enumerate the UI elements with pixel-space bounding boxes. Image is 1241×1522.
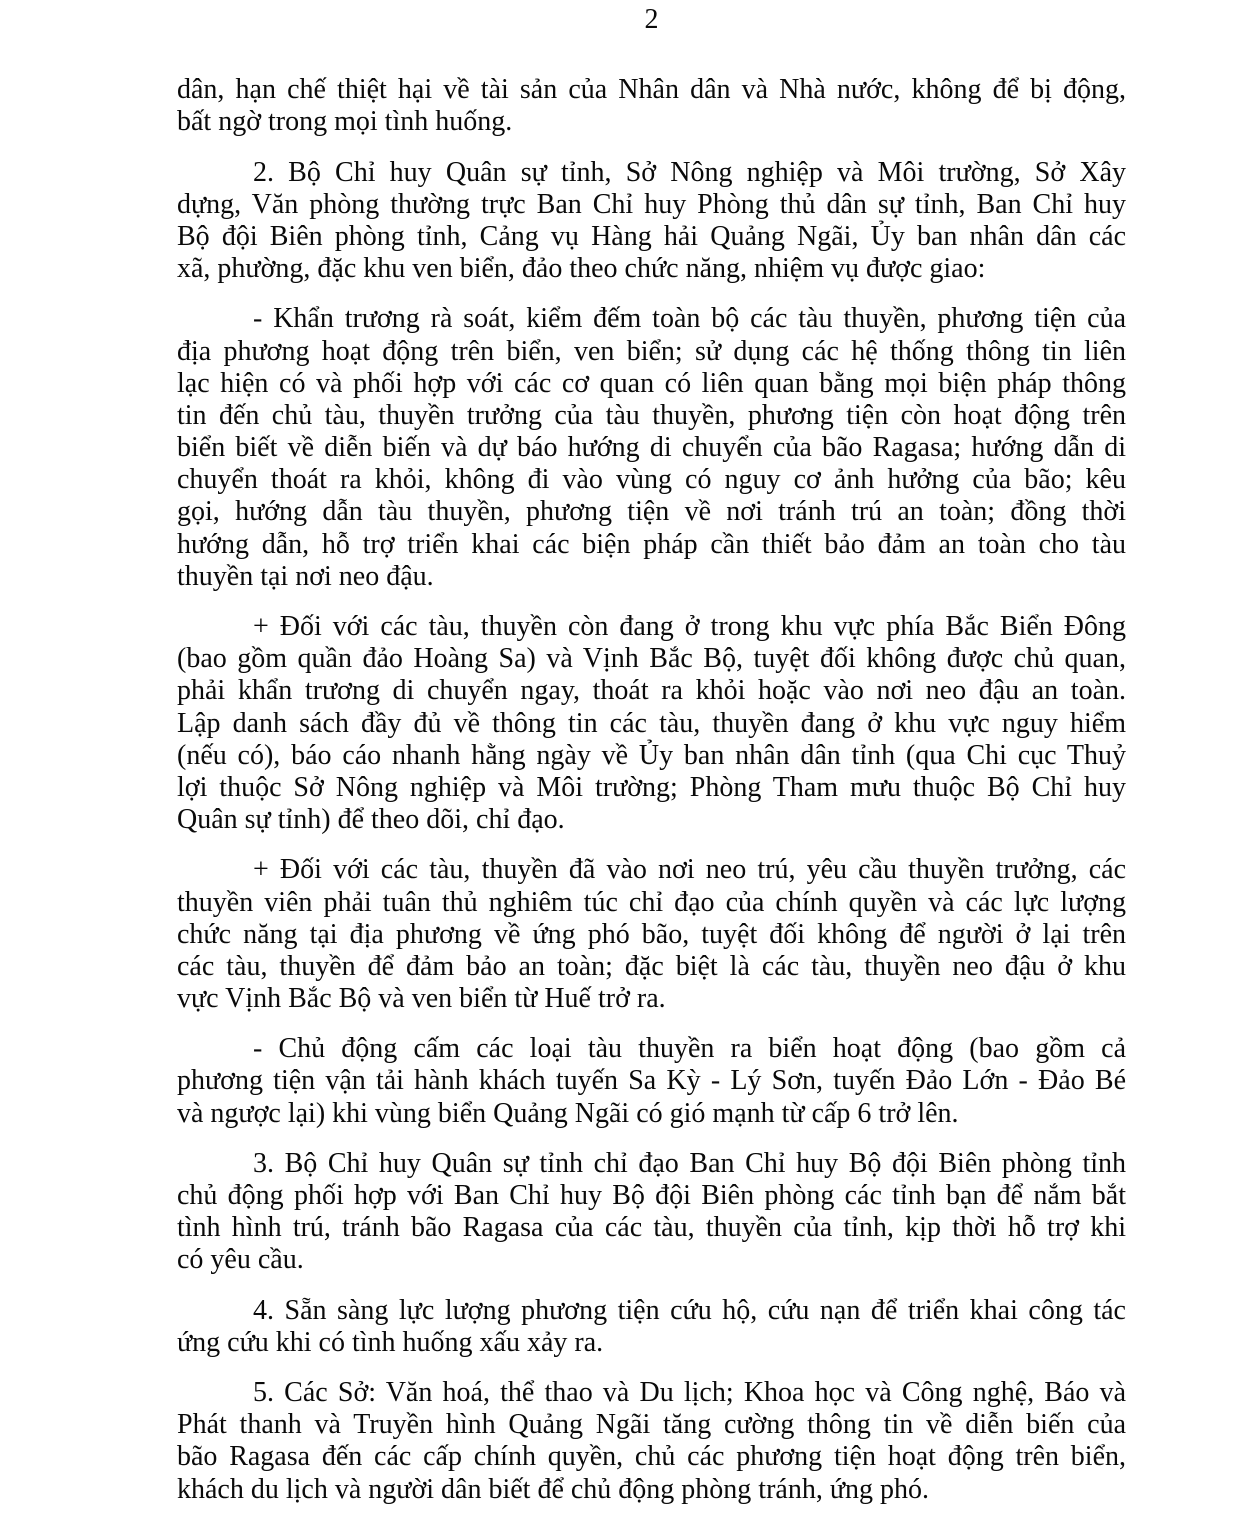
text-line: các tàu, thuyền để đảm bảo an toàn; đặc biệt là các tàu, thuyền neo đậu ở khu: [177, 950, 1126, 982]
text-line: - Chủ động cấm các loại tàu thuyền ra biển hoạt động (bao gồm cả: [253, 1033, 1126, 1065]
text-line: chức năng tại địa phương về ứng phó bão, tuyệt đối không để người ở lại trên: [177, 918, 1126, 950]
text-line: Lập danh sách đầy đủ về thông tin các tàu, thuyền đang ở khu vực nguy hiểm: [177, 707, 1126, 739]
text-line: thuyền tại nơi neo đậu.: [177, 560, 434, 592]
text-line: Quân sự tỉnh) để theo dõi, chỉ đạo.: [177, 804, 565, 836]
text-line: bão Ragasa đến các cấp chính quyền, chủ các phương tiện hoạt động trên biển,: [177, 1441, 1126, 1473]
text-line: lợi thuộc Sở Nông nghiệp và Môi trường; Phòng Tham mưu thuộc Bộ Chỉ huy: [177, 771, 1126, 803]
text-line: dựng, Văn phòng thường trực Ban Chỉ huy Phòng thủ dân sự tỉnh, Ban Chỉ huy: [177, 188, 1126, 220]
text-line: bất ngờ trong mọi tình huống.: [177, 106, 513, 138]
text-line: chuyển thoát ra khỏi, không đi vào vùng có nguy cơ ảnh hưởng của bão; kêu: [177, 464, 1126, 496]
text-line: lạc hiện có và phối hợp với các cơ quan có liên quan bằng mọi biện pháp thông: [177, 367, 1126, 399]
text-line: và ngược lại) khi vùng biển Quảng Ngãi có gió mạnh từ cấp 6 trở lên.: [177, 1097, 959, 1129]
paragraph: [177, 1377, 1126, 1506]
text-line: - Khẩn trương rà soát, kiểm đếm toàn bộ các tàu thuyền, phương tiện của: [253, 303, 1126, 335]
text-line: có yêu cầu.: [177, 1244, 304, 1276]
text-line: hướng dẫn, hỗ trợ triển khai các biện pháp cần thiết bảo đảm an toàn cho tàu: [177, 528, 1126, 560]
text-line: (bao gồm quần đảo Hoàng Sa) và Vịnh Bắc Bộ, tuyệt đối không được chủ quan,: [177, 643, 1126, 675]
text-line: 2. Bộ Chỉ huy Quân sự tỉnh, Sở Nông nghiệp và Môi trường, Sở Xây: [253, 156, 1126, 188]
paragraph: [177, 854, 1126, 1015]
page-number: 2: [644, 4, 659, 35]
paragraph: [177, 1033, 1126, 1130]
text-line: Phát thanh và Truyền hình Quảng Ngãi tăng cường thông tin về diễn biến của: [177, 1409, 1126, 1441]
text-line: phải khẩn trương di chuyển ngay, thoát ra khỏi hoặc vào nơi neo đậu an toàn.: [177, 675, 1126, 707]
text-line: + Đối với các tàu, thuyền đã vào nơi neo trú, yêu cầu thuyền trưởng, các: [253, 854, 1126, 886]
text-line: 4. Sẵn sàng lực lượng phương tiện cứu hộ, cứu nạn để triển khai công tác: [253, 1294, 1126, 1326]
text-line: dân, hạn chế thiệt hại về tài sản của Nhân dân và Nhà nước, không để bị động,: [177, 74, 1126, 106]
text-line: xã, phường, đặc khu ven biển, đảo theo chức năng, nhiệm vụ được giao:: [177, 253, 986, 285]
text-line: 5. Các Sở: Văn hoá, thể thao và Du lịch; Khoa học và Công nghệ, Báo và: [253, 1376, 1126, 1408]
text-line: chủ động phối hợp với Ban Chỉ huy Bộ đội Biên phòng các tỉnh bạn để nắm bắt: [177, 1180, 1126, 1212]
text-line: ứng cứu khi có tình huống xấu xảy ra.: [177, 1326, 604, 1358]
text-line: gọi, hướng dẫn tàu thuyền, phương tiện về nơi tránh trú an toàn; đồng thời: [177, 496, 1126, 528]
paragraph: [177, 74, 1126, 138]
text-line: tin đến chủ tàu, thuyền trưởng của tàu thuyền, phương tiện còn hoạt động trên: [177, 399, 1126, 431]
text-line: phương tiện vận tải hành khách tuyến Sa Kỳ - Lý Sơn, tuyến Đảo Lớn - Đảo Bé: [177, 1065, 1126, 1097]
paragraph: [177, 1148, 1126, 1277]
text-line: vực Vịnh Bắc Bộ và ven biển từ Huế trở ra.: [177, 983, 666, 1015]
text-line: Bộ đội Biên phòng tỉnh, Cảng vụ Hàng hải Quảng Ngãi, Ủy ban nhân dân các: [177, 220, 1126, 252]
paragraph: [177, 1295, 1126, 1359]
text-line: khách du lịch và người dân biết để chủ động phòng tránh, ứng phó.: [177, 1473, 930, 1505]
text-line: tình hình trú, tránh bão Ragasa của các tàu, thuyền của tỉnh, kịp thời hỗ trợ khi: [177, 1212, 1126, 1244]
paragraph: [177, 303, 1126, 593]
text-line: 3. Bộ Chỉ huy Quân sự tỉnh chỉ đạo Ban Chỉ huy Bộ đội Biên phòng tỉnh: [253, 1147, 1126, 1179]
paragraph: [177, 611, 1126, 836]
text-line: + Đối với các tàu, thuyền còn đang ở trong khu vực phía Bắc Biển Đông: [253, 611, 1126, 643]
paragraph: [177, 157, 1126, 286]
text-line: thuyền viên phải tuân thủ nghiêm túc chỉ đạo của chính quyền và các lực lượng: [177, 886, 1126, 918]
document-body: [177, 74, 1126, 1506]
text-line: (nếu có), báo cáo nhanh hằng ngày về Ủy ban nhân dân tỉnh (qua Chi cục Thuỷ: [177, 739, 1126, 771]
text-line: địa phương hoạt động trên biển, ven biển; sử dụng các hệ thống thông tin liên: [177, 335, 1126, 367]
text-line: biển biết về diễn biến và dự báo hướng di chuyển của bão Ragasa; hướng dẫn di: [177, 432, 1126, 464]
